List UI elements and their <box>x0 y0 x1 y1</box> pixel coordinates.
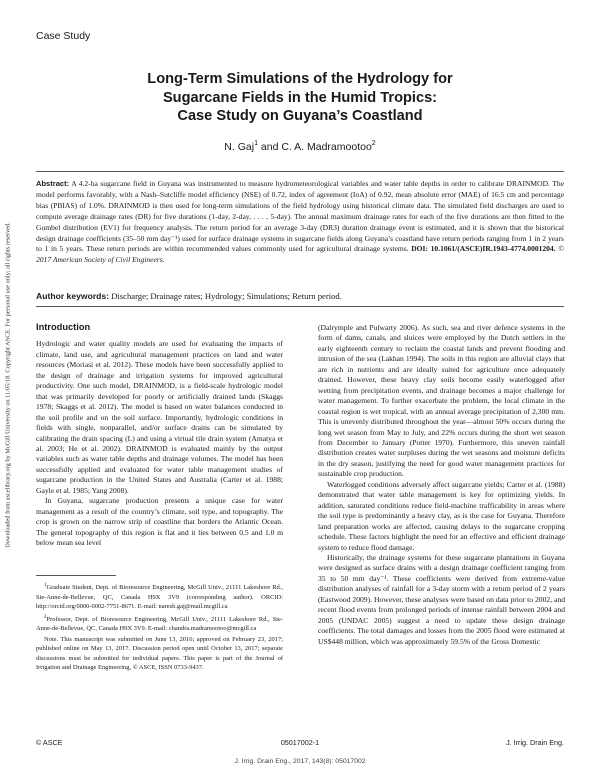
footnote-1-text: Graduate Student, Dept. of Bioresource Engineering, McGill Univ., 21111 Lakeshore Rd., Ste-Anne-de-Bellevue, QC, Canada H9X 3V9 (corresponding author). ORCID: http://orcid.org/0000-0002-7751-8671. E-mail: naresh.gaj@mail.mcgill.ca <box>36 584 283 611</box>
author-2: C. A. Madramootoo <box>281 141 372 153</box>
footnote-2-mark: 2 <box>44 614 47 620</box>
footer-publisher: © ASCE <box>36 738 63 747</box>
download-notice: Downloaded from ascelibrary.org by McGill University on 11/05/18. Copyright ASCE. For personal use only; all rights reserved. <box>4 222 12 548</box>
footnote-2-text: Professor, Dept. of Bioresource Engineering, McGill Univ., 21111 Lakeshore Rd., Ste-Anne-de-Bellevue, QC, Canada H9X 3V9. E-mail: chandra.madramootoo@mcgill.ca <box>36 615 283 633</box>
keywords-label: Author keywords: <box>36 291 110 301</box>
footnote-2 <box>36 613 283 634</box>
submission-note: Note. This manuscript was submitted on June 13, 2016; approved on February 23, 2017; published online on May 13, 2017. Discussion period open until October 13, 2017; separate discussions must be submitted for individual papers. This paper is part of the Journal of Irrigation and Drainage Engineering, © ASCE, ISSN 0733-9437. <box>36 635 283 672</box>
keywords-text: Discharge; Drainage rates; Hydrology; Simulations; Return period. <box>109 291 342 301</box>
author-connector: and <box>257 141 282 153</box>
author-2-affiliation-mark: 2 <box>371 140 376 147</box>
introduction-heading: Introduction <box>36 322 91 332</box>
author-list <box>36 141 564 153</box>
article-title <box>36 70 564 126</box>
intro-paragraph-1: Hydrologic and water quality models are used for evaluating the impacts of climate, land use, and agricultural management practices on land and water resources (Moriasi et al. 2012). These models have been successfully applied to the design of drainage and irrigation systems for improved agricultural productivity. One such model, DRAINMOD, is a field-scale hydrologic model that was primarily developed for poorly or artificially drained lands (Skaggs 1978; Skaggs et al. 2012). The model is based on water balances conducted in the soil profile and on the soil surface. Importantly, hydrologic conditions in fields with single, nonparallel, and/or surface drains can be simulated by calibrating the drain spacing (L) and using a virtual tile drain system (Amatya et al. 2003; He et al. 2002). DRAINMOD is evaluated mainly by the output variables such as water table depths and drainage volumes. The model has been successfully applied and evaluated for water table management studies of sugarcane production in the United States and Australia (Carter et al. 1988; Gayle et al. 1985; Yang 2008). <box>36 339 283 495</box>
right-column <box>318 323 565 647</box>
keywords-bottom-rule <box>36 306 564 307</box>
abstract-top-rule <box>36 171 564 172</box>
abstract-label: Abstract: <box>36 179 70 188</box>
intro-paragraph-4: Waterlogged conditions adversely affect sugarcane yields; Carter et al. (1988) demonstrated that water table management is key for optimizing yields. In addition, saturated conditions reduce field-machine trafficability in areas where the soil type is predominantly a heavy clay, as is the case for Guyana. Therefore land preparation works are affected, causing delays to the sugarcane cropping schedule. These factors highlight the need for an effective and efficient drainage system to reduce flood damage. <box>318 479 565 552</box>
footnotes <box>36 581 283 674</box>
section-label: Case Study <box>36 30 91 42</box>
download-notice-sidebar <box>2 180 14 590</box>
intro-paragraph-2: In Guyana, sugarcane production presents a unique case for water management as a result of the country’s climate, soil type, and topography. The crop is grown on the narrow strip of coastline that borders the Atlantic Ocean. The general topography of this region is flat and it lies between 0.5 and 1.0 m below mean sea level <box>36 496 283 548</box>
copyright-notice: © 2017 American Society of Civil Engineers. <box>36 244 564 265</box>
left-column <box>36 322 283 549</box>
keywords <box>36 291 564 302</box>
title-line-1: Long-Term Simulations of the Hydrology for <box>147 71 453 87</box>
author-1: N. Gaj <box>224 141 255 153</box>
abstract <box>36 179 564 266</box>
title-line-3: Case Study on Guyana’s Coastland <box>177 108 423 124</box>
footnote-1-mark: 1 <box>44 583 47 588</box>
intro-paragraph-5: Historically, the drainage systems for these sugarcane plantations in Guyana were designed as surface drains with a design drainage coefficient ranging from 35 to 50 mm day⁻¹. These coefficients were derived from extreme-value distribution analyses of rainfall for a 3-day storm with a return period of 2 years (Eastwood 2009). However, these analyses were based on data prior to 2002, and recent flood events from prolonged periods of intense rainfall between 2004 and 2005 (UNDAC 2005) suggest a need to update these design drainage coefficients. The total damages and losses from the 2005 flood were estimated at US$448 million, which was approximately 59.5% of the Gross Domestic <box>318 552 565 646</box>
author-1-affiliation-mark: 1 <box>254 140 258 147</box>
footnote-rule <box>36 575 116 576</box>
footer-page-number: 05017002-1 <box>280 738 320 747</box>
doi-link[interactable]: DOI: 10.1061/(ASCE)IR.1943-4774.0001204. <box>408 244 556 254</box>
title-line-2: Sugarcane Fields in the Humid Tropics: <box>162 89 438 106</box>
footer-journal: J. Irrig. Drain Eng. <box>506 738 564 747</box>
intro-paragraph-3: (Dalrymple and Pulwarty 2006). As such, sea and river defence systems in the form of dams, canals, and sluices were employed by the Dutch settlers in the early eighteenth century to reclaim the coastal lands and prevent flooding and intrusion of the sea (Lakhan 1994). The soils in this region are alluvial clays that are rich in nutrients and are ideally suited for agriculture once adequately drained. However, these heavy clay soils become easily waterlogged after wetting from precipitation events, and drainage becomes a major challenge for water management. To further exacerbate the problem, the local climate in the coastal region is wet tropical, with an annual average precipitation of 2,300 mm. This is unevenly distributed throughout the year—almost 50% occurs during the long wet season from May to July, and 22% occurs during the short wet season from December to January (Potter 1970). Furthermore, this uneven rainfall distribution creates water surpluses during the wet seasons and moisture deficits in the dry season, justifying the need for good water management practices for sustainable crop production. <box>318 323 565 479</box>
footnote-1 <box>36 581 283 612</box>
abstract-text: A 4.2-ha sugarcane field in Guyana was instrumented to measure hydrometeorological variables and water table depths in order to calibrate DRAINMOD. The model performs favorably, with a Nash–Sutcliffe model efficiency (NSE) of 0.72, index of agreement (IoA) of 0.92, mean absolute error (MAE) of 16.5 cm and percentage bias (PBIAS) of 1.0%. DRAINMOD is then used for long-term simulations of the field hydrology using historical climate data. The simulated field discharges are used to compute average drainage rates (DR) for five durations (1-day, 2-day, . . . , 5-day). The annual maximum drainage rates for each of the five durations are then fitted to the Gumbel distribution (EV1) for frequency analysis. The return period for an average 3-day (DR3) duration drainage event is estimated, and it is shown that the historical design drainage coefficients (35–50 mm day⁻¹) used for surface drainage systems in sugarcane fields along Guyana’s coastland have return periods ranging from 1 in 2 years to 1 in 5 years. These return periods are within recommended values commonly used for agricultural drainage systems. <box>36 179 564 254</box>
citation-line: J. Irrig. Drain Eng., 2017, 143(8): 05017002 <box>234 758 366 765</box>
